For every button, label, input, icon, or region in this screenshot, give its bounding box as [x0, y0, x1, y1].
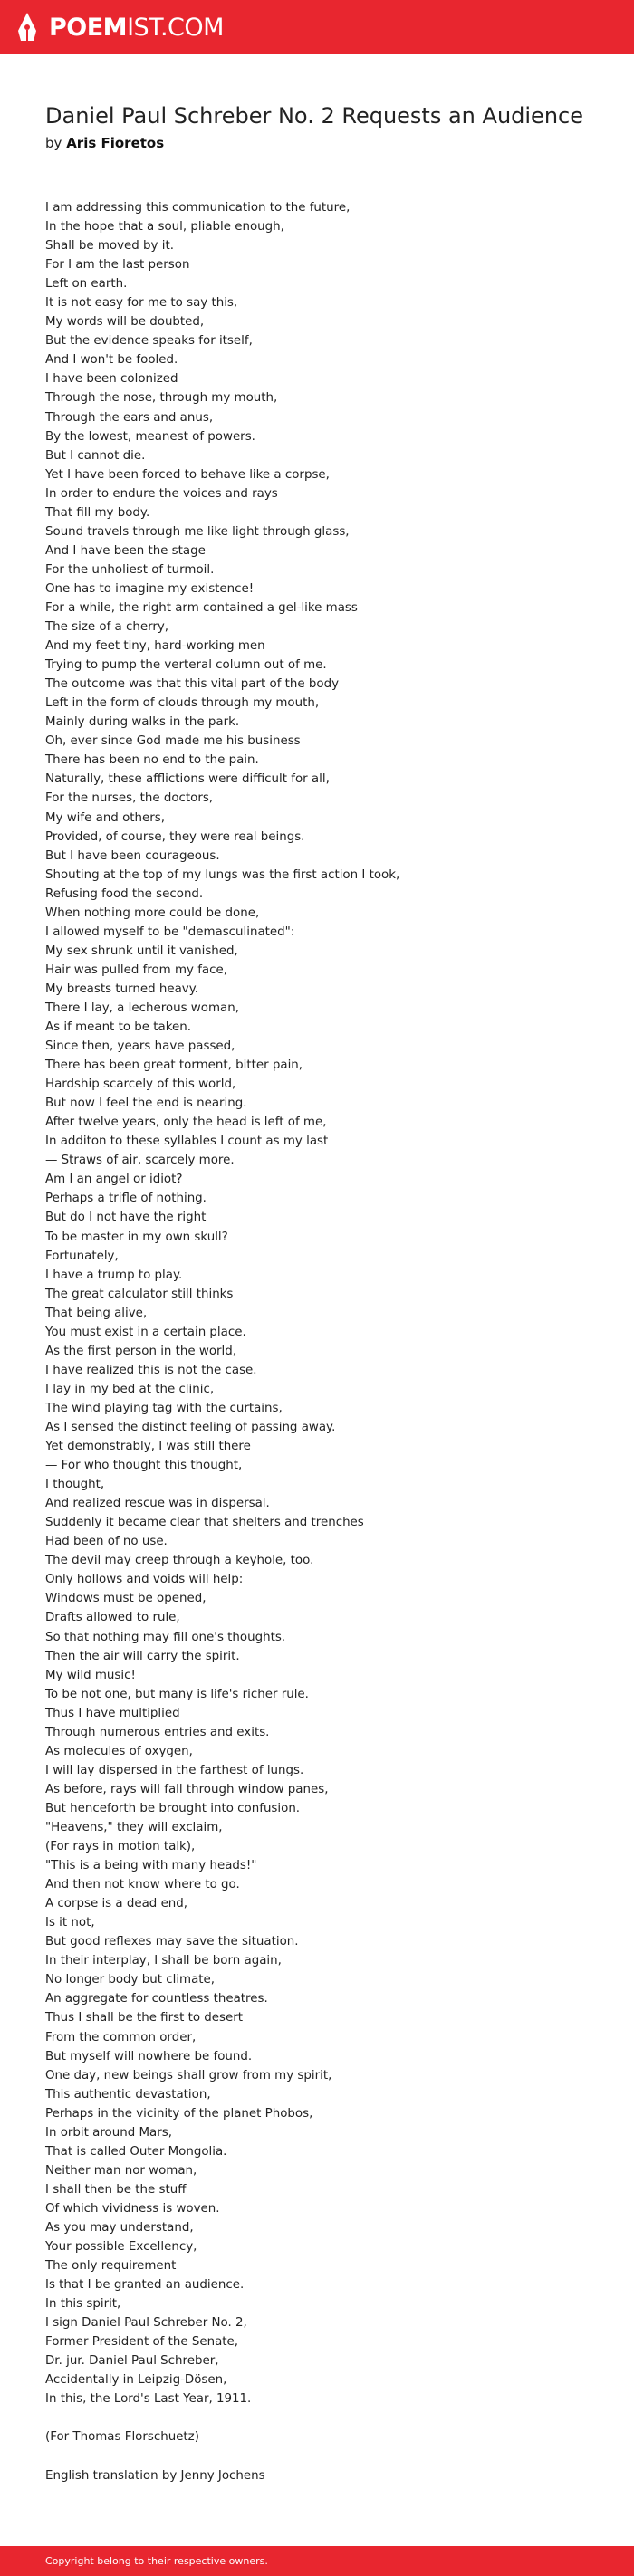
poem-line: I lay in my bed at the clinic, — [45, 1382, 215, 1396]
poem-line: I allowed myself to be "demasculinated": — [45, 924, 295, 939]
poem-line: In additon to these syllables I count as my last — [45, 1135, 329, 1149]
poem-line: But the evidence speaks for itself, — [45, 334, 253, 349]
byline-label: by — [45, 135, 62, 151]
poem-line: Only hollows and voids will help: — [45, 1573, 244, 1587]
poem-line: I have realized this is not the case. — [45, 1363, 257, 1377]
poem-line: Yet I have been forced to behave like a corpse, — [45, 467, 330, 482]
poem-line: As molecules of oxygen, — [45, 1744, 193, 1758]
poem-line: Your possible Excellency, — [45, 2240, 197, 2255]
poem-line: Perhaps a trifle of nothing. — [45, 1192, 207, 1206]
poem-line: Through the ears and anus, — [45, 410, 214, 425]
poem-line: It is not easy for me to say this, — [45, 296, 238, 311]
poem-line: An aggregate for countless theatres. — [45, 1992, 268, 2006]
poem-line: But henceforth be brought into confusion. — [45, 1801, 301, 1815]
poem-line: Trying to pump the verteral column out of me. — [45, 658, 327, 673]
logo-wordmark — [49, 15, 224, 40]
poem-line: "Heavens," they will exclaim, — [45, 1820, 223, 1834]
poem-line: As the first person in the world, — [45, 1344, 237, 1358]
poem-line: Provided, of course, they were real beings. — [45, 829, 305, 844]
poem-line: One has to imagine my existence! — [45, 581, 255, 596]
poem-line: That is called Outer Mongolia. — [45, 2144, 227, 2159]
poem-line: Of which vividness is woven. — [45, 2201, 220, 2216]
poem-line: One day, new beings shall grow from my spirit, — [45, 2068, 332, 2083]
poem-line: (For rays in motion talk), — [45, 1840, 196, 1854]
poem-line: The devil may creep through a keyhole, too. — [45, 1554, 314, 1568]
poem-line: For I am the last person — [45, 258, 190, 273]
stanza-spacer — [45, 2408, 598, 2428]
poem-line: By the lowest, meanest of powers. — [45, 429, 255, 444]
poem-line: For a while, the right arm contained a gel-like mass — [45, 600, 358, 615]
stanza-spacer — [45, 2447, 598, 2466]
poem-line: The great calculator still thinks — [45, 1287, 234, 1301]
poem-line: Perhaps in the vicinity of the planet Phobos, — [45, 2106, 313, 2121]
poem-line: So that nothing may fill one's thoughts. — [45, 1630, 286, 1644]
poem-line: My wild music! — [45, 1668, 136, 1682]
poem-line: I have been colonized — [45, 372, 178, 387]
poem-line: My sex shrunk until it vanished, — [45, 943, 238, 958]
poem-line: Left in the form of clouds through my mouth, — [45, 696, 320, 711]
poem-byline — [45, 134, 164, 152]
poem-line: Am I an angel or idiot? — [45, 1173, 183, 1187]
poem-line: I shall then be the stuff — [45, 2182, 187, 2197]
poem-line: For the unholiest of turmoil. — [45, 562, 215, 577]
poem-line: But myself will nowhere be found. — [45, 2049, 253, 2064]
author-link[interactable]: Aris Fioretos — [66, 135, 165, 151]
poem-line: My wife and others, — [45, 810, 165, 825]
poem-line: When nothing more could be done, — [45, 905, 260, 920]
poem-line: The outcome was that this vital part of the body — [45, 677, 340, 692]
poem-line: Since then, years have passed, — [45, 1039, 235, 1054]
site-logo[interactable] — [16, 12, 224, 43]
poem-line: The wind playing tag with the curtains, — [45, 1401, 283, 1415]
poem-line: Hardship scarcely of this world, — [45, 1077, 236, 1092]
poem-line: But I cannot die. — [45, 448, 146, 463]
poem-line: Drafts allowed to rule, — [45, 1611, 180, 1625]
poem-line: In this, the Lord's Last Year, 1911. — [45, 2392, 252, 2407]
logo-wordmark-light: IST.COM — [127, 13, 224, 42]
poem-line: Naturally, these afflictions were difficult for all, — [45, 772, 330, 787]
poem-line: I am addressing this communication to the future, — [45, 201, 351, 215]
poem-line: Is it not, — [45, 1916, 95, 1930]
poem-line: And then not know where to go. — [45, 1878, 240, 1892]
translation-note: English translation by Jenny Jochens — [45, 2468, 265, 2483]
poem-line: In orbit around Mars, — [45, 2125, 172, 2140]
poem-line: There has been great torment, bitter pain, — [45, 1058, 303, 1073]
poem-line: Through the nose, through my mouth, — [45, 391, 278, 406]
poem-line: After twelve years, only the head is left of me, — [45, 1116, 327, 1130]
poem-line: Dr. jur. Daniel Paul Schreber, — [45, 2354, 219, 2369]
poem-line: Shouting at the top of my lungs was the first action I took, — [45, 867, 400, 882]
poem-line: In order to endure the voices and rays — [45, 486, 278, 501]
poem-line: Sound travels through me like light through glass, — [45, 524, 350, 539]
poem-line: — For who thought this thought, — [45, 1459, 243, 1473]
poem-line: And my feet tiny, hard-working men — [45, 639, 265, 654]
poem-line: Refusing food the second. — [45, 886, 204, 901]
poem-line: But I have been courageous. — [45, 848, 220, 863]
poem-line: I have a trump to play. — [45, 1268, 183, 1282]
poem-line: Windows must be opened, — [45, 1592, 207, 1606]
poem-line: "This is a being with many heads!" — [45, 1859, 257, 1873]
poem-line: In their interplay, I shall be born again, — [45, 1954, 282, 1968]
poem-line: I thought, — [45, 1478, 105, 1492]
poem-line: In the hope that a soul, pliable enough, — [45, 220, 284, 235]
poem-line: Accidentally in Leipzig-Dösen, — [45, 2373, 227, 2388]
poem-line: Mainly during walks in the park. — [45, 715, 240, 730]
pen-nib-icon — [16, 12, 38, 43]
poem-line: And realized rescue was in dispersal. — [45, 1497, 270, 1511]
poem-line: That being alive, — [45, 1306, 148, 1320]
poem-line: Had been of no use. — [45, 1535, 168, 1549]
poem-line: As you may understand, — [45, 2220, 194, 2235]
poem-line: I will lay dispersed in the farthest of lungs. — [45, 1763, 304, 1777]
poem-line: I sign Daniel Paul Schreber No. 2, — [45, 2316, 247, 2331]
poem-line: Suddenly it became clear that shelters and trenches — [45, 1516, 364, 1530]
poem-line: Shall be moved by it. — [45, 239, 174, 254]
poem-line: But now I feel the end is nearing. — [45, 1096, 247, 1111]
poem-line: From the common order, — [45, 2030, 197, 2045]
poem-line: Former President of the Senate, — [45, 2335, 239, 2350]
poem-line: Yet demonstrably, I was still there — [45, 1440, 251, 1454]
poem-line: Left on earth. — [45, 277, 128, 292]
poem-line: But good reflexes may save the situation. — [45, 1935, 299, 1949]
poem-line: As before, rays will fall through window panes, — [45, 1782, 329, 1796]
poem-line: Thus I have multiplied — [45, 1706, 180, 1720]
site-header — [0, 0, 634, 54]
poem-line: Neither man nor woman, — [45, 2163, 197, 2178]
poem-line: But do I not have the right — [45, 1211, 207, 1225]
poem-line: This authentic devastation, — [45, 2087, 211, 2102]
poem-line: Then the air will carry the spirit. — [45, 1649, 240, 1663]
poem-line: Thus I shall be the first to desert — [45, 2011, 244, 2025]
poem-line: Through numerous entries and exits. — [45, 1725, 270, 1739]
poem-line: And I won't be fooled. — [45, 353, 178, 368]
poem-line: A corpse is a dead end, — [45, 1897, 188, 1911]
poem-line: My breasts turned heavy. — [45, 982, 198, 996]
poem-line: The only requirement — [45, 2259, 177, 2274]
poem-line: That fill my body. — [45, 505, 150, 520]
poem-line: You must exist in a certain place. — [45, 1325, 246, 1339]
poem-line: My words will be doubted, — [45, 315, 205, 330]
poem-line: Hair was pulled from my face, — [45, 962, 227, 977]
poem-dedication: (For Thomas Florschuetz) — [45, 2430, 199, 2445]
logo-wordmark-bold: POEM — [49, 13, 128, 42]
poem-line: As I sensed the distinct feeling of passing away. — [45, 1421, 336, 1434]
poem-line: In this spirit, — [45, 2297, 121, 2312]
poem-line: Fortunately, — [45, 1249, 119, 1263]
poem-line: There I lay, a lecherous woman, — [45, 1001, 239, 1015]
poem-line: As if meant to be taken. — [45, 1020, 191, 1035]
poem-line: To be not one, but many is life's richer rule. — [45, 1687, 309, 1701]
poem-title: Daniel Paul Schreber No. 2 Requests an Audience — [45, 103, 583, 129]
poem-line: For the nurses, the doctors, — [45, 791, 214, 806]
poem-line: Is that I be granted an audience. — [45, 2278, 245, 2293]
site-footer — [0, 2546, 634, 2576]
poem-line: And I have been the stage — [45, 543, 206, 558]
poem-line: To be master in my own skull? — [45, 1230, 228, 1244]
poem-body — [45, 198, 598, 2485]
poem-line: — Straws of air, scarcely more. — [45, 1154, 235, 1168]
poem-line: Oh, ever since God made me his business — [45, 734, 301, 749]
copyright-notice: Copyright belong to their respective owners. — [45, 2555, 268, 2567]
poem-line: The size of a cherry, — [45, 620, 169, 635]
poem-line: No longer body but climate, — [45, 1973, 216, 1987]
poem-line: There has been no end to the pain. — [45, 753, 259, 768]
